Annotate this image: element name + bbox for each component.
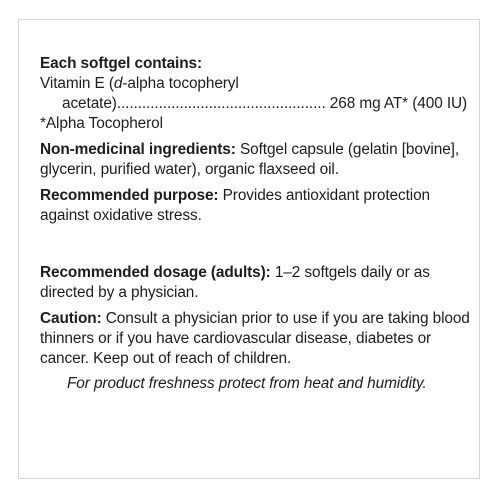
ingredient-line-2: acetate).................................................. 268 mg AT* (400 IU) bbox=[62, 95, 468, 112]
footnote: *Alpha Tocopherol bbox=[40, 115, 163, 132]
supplement-facts-label bbox=[40, 54, 470, 394]
recommended-purpose: Recommended purpose: Provides antioxidant protection against oxidative stress. bbox=[40, 187, 430, 224]
dot-leader: .................................................. bbox=[116, 95, 326, 112]
softgel-heading: Each softgel contains: bbox=[40, 55, 202, 72]
non-medicinal-ingredients: Non-medicinal ingredients: Softgel capsule (gelatin [bovine], glycerin, purified water), organic flaxseed oil. bbox=[40, 141, 460, 178]
ingredient-line-1: Vitamin E (d-alpha tocopheryl bbox=[40, 75, 239, 92]
recommended-dosage: Recommended dosage (adults): 1–2 softgels daily or as directed by a physician. bbox=[40, 264, 430, 301]
caution: Caution: Consult a physician prior to use if you are taking blood thinners or if you have cardiovascular disease, diabetes or cancer. Keep out of reach of children. bbox=[40, 310, 470, 367]
storage-note: For product freshness protect from heat and humidity. bbox=[67, 375, 427, 392]
